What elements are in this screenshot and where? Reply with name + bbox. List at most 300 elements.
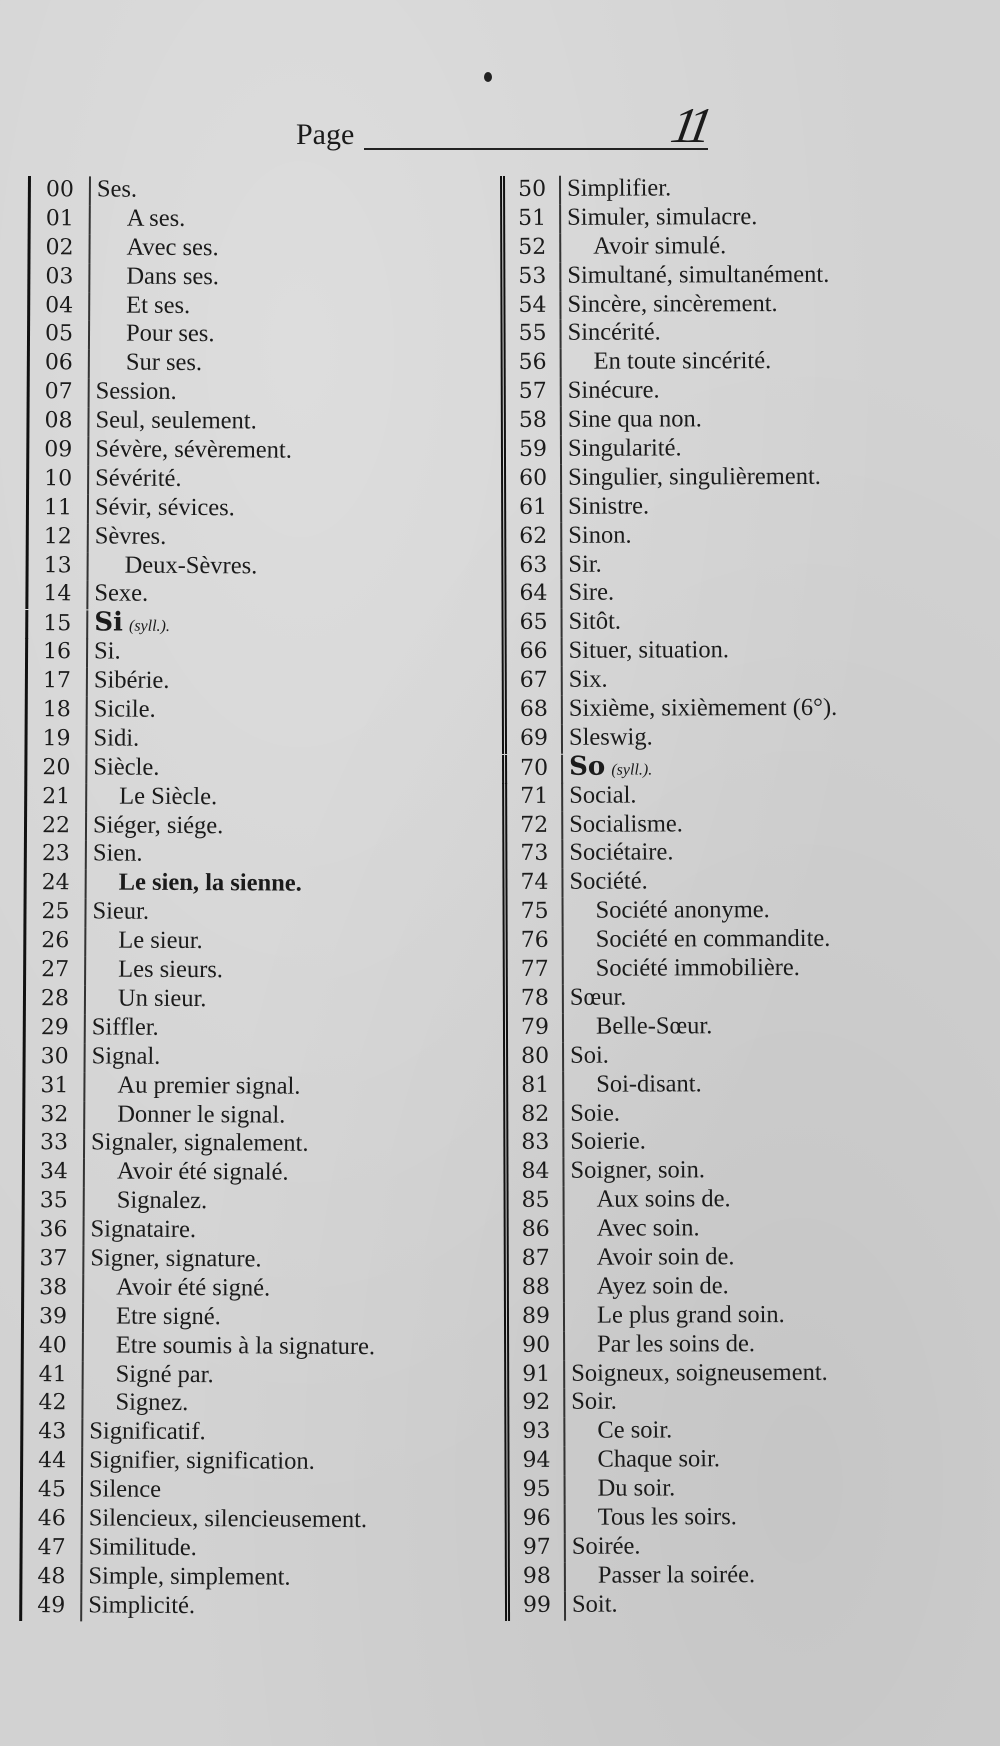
list-item [504,1185,934,1215]
entry-number: 07 [27,378,90,407]
entry-number: 32 [22,1100,85,1129]
entry-number: 36 [21,1216,84,1245]
entry-text: Signalez. [116,1186,208,1215]
entry-text: Le sieur. [118,926,203,955]
list-item [24,782,484,814]
entry-text: Sien. [92,839,143,868]
list-item [500,289,930,319]
entry-number: 21 [24,783,87,812]
list-item [502,809,932,839]
entry-number: 87 [504,1245,565,1274]
entry-text: Pour ses. [125,320,215,348]
entry-text: Signer, signature. [90,1244,262,1273]
list-item [502,694,932,724]
entry-number: 11 [26,494,89,523]
list-item [24,753,484,785]
entry-number: 70 [502,755,563,784]
entry-text: Socialisme. [569,809,683,838]
entry-number: 77 [503,956,564,985]
entry-text: Signé par. [115,1360,214,1388]
entry-number: 56 [501,349,562,378]
entry-number: 03 [27,263,90,292]
entry-text: Siéger, siége. [92,811,224,839]
list-item [19,1562,479,1594]
entry-number: 90 [504,1331,565,1360]
list-item [503,1127,933,1157]
entry-text: Sixième, sixièmement (6°). [568,693,838,722]
entry-text: Soit. [571,1590,618,1618]
entry-number: 19 [24,725,87,754]
entry-number: 78 [503,985,564,1014]
entry-number: 85 [504,1187,565,1216]
syllable-heading: Si [94,607,124,638]
list-item [25,637,485,669]
entry-number: 81 [503,1071,564,1100]
list-item [22,1071,482,1103]
list-item [504,1445,934,1475]
entry-number: 13 [26,552,89,581]
list-item [502,867,932,897]
entry-number: 37 [21,1245,84,1274]
list-item [20,1475,480,1507]
entry-number: 42 [20,1389,83,1418]
page-number: 11 [667,97,712,153]
entry-number: 66 [502,638,563,667]
entry-text: Silencieux, silencieusement. [88,1504,368,1534]
list-item [23,984,483,1016]
list-item [501,405,931,435]
entry-text: Sœur. [569,983,627,1011]
entry-text: Simplifier. [566,174,672,202]
list-item [21,1331,481,1363]
list-item [501,376,931,406]
list-item [503,954,933,984]
entry-text: Silence [88,1475,162,1503]
entry-text: Au premier signal. [117,1071,301,1100]
entry-number: 98 [505,1563,566,1592]
entry-text: Sire. [568,579,615,607]
entry-number: 29 [23,1014,86,1043]
entry-text: Seul, seulement. [95,406,257,435]
entry-text: Signataire. [90,1215,197,1244]
list-item [504,1358,934,1388]
list-item [503,1098,933,1128]
entry-text: Etre soumis à la signature. [115,1331,376,1360]
list-item [501,462,931,492]
entry-text: A ses. [126,204,186,232]
ink-dot [484,72,492,82]
entry-text: Simultané, simultanément. [567,260,830,289]
list-item [26,551,486,583]
entry-text: Sine qua non. [567,405,702,433]
entry-text: Donner le signal. [117,1100,286,1129]
entry-text: Sévérité. [95,464,182,492]
left-column [19,175,488,1622]
syllable-note: (syll.). [611,761,653,779]
entry-number: 43 [20,1418,83,1447]
entry-number: 67 [502,667,563,696]
list-item [20,1446,480,1478]
entry-number: 95 [505,1476,566,1505]
entry-text: Signifier, signification. [89,1446,315,1475]
list-item [21,1244,481,1276]
entry-text: Société. [569,867,648,896]
entry-text: Soi-disant. [596,1069,702,1098]
syllable-heading: So [569,751,606,782]
entry-text: En toute sincérité. [593,347,772,376]
list-item [23,955,483,987]
entry-number: 35 [22,1187,85,1216]
entry-number: 46 [20,1505,83,1534]
list-item [25,695,485,727]
entry-text: Sévir, sévices. [94,493,235,522]
entry-text: Deux-Sèvres. [124,551,258,579]
entry-number: 94 [504,1447,565,1476]
entry-number: 71 [502,782,563,811]
entry-number: 02 [27,234,90,263]
list-item [502,607,932,637]
list-item [503,1156,933,1186]
entry-text: Sitôt. [568,607,622,636]
entry-text: Soir. [571,1388,617,1416]
entry-text: Simuler, simulacre. [567,202,758,231]
entry-text: Chaque soir. [597,1445,721,1473]
entry-number: 08 [26,407,89,436]
entry-number: 86 [504,1216,565,1245]
list-item [26,406,486,438]
entry-text: Singularité. [567,434,682,462]
list-item [19,1591,479,1623]
entry-number: 53 [500,262,561,291]
entry-text: Ses. [96,175,138,203]
entry-number: 79 [503,1014,564,1043]
entry-text: Signez. [115,1388,189,1417]
entry-number: 18 [25,696,88,725]
entry-text: Soigner, soin. [570,1156,705,1185]
list-item [28,204,488,236]
entry-number: 57 [501,378,562,407]
entry-text: Société immobilière. [595,954,800,982]
entry-number: 40 [21,1332,84,1361]
list-item [23,1013,483,1045]
page-label: Page [296,118,355,151]
entry-number: 88 [504,1274,565,1303]
list-item [26,464,486,496]
entry-text: Sibérie. [93,666,170,695]
entry-number: 10 [26,465,89,494]
entry-text: Sinistre. [568,492,650,520]
entry-text: Situer, situation. [568,636,730,665]
list-item [502,838,932,868]
entry-number: 50 [500,176,561,205]
entry-number: 92 [504,1389,565,1418]
entry-text: Aux soins de. [596,1185,731,1213]
list-item [505,1502,935,1532]
list-item [24,839,484,871]
list-item [21,1359,481,1391]
entry-text: Société anonyme. [595,896,770,924]
entry-number: 83 [503,1129,564,1158]
entry-number: 23 [24,840,87,869]
list-item [501,520,931,550]
list-item [504,1387,934,1417]
entry-text: Sieur. [92,897,150,926]
list-item [504,1214,934,1244]
entry-number: 15 [25,610,88,639]
entry-number: 44 [20,1447,83,1476]
entry-number: 99 [505,1591,566,1620]
entry-text: Avec ses. [126,233,219,261]
list-item [28,175,488,207]
entry-text: Signaler, signalement. [91,1128,309,1158]
entry-text: Du soir. [597,1474,676,1502]
entry-number: 24 [24,869,87,898]
list-item [27,377,487,409]
entry-number: 00 [28,176,91,205]
entry-number: 06 [27,349,90,378]
entry-text: Société en commandite. [595,925,831,953]
entry-text: Un sieur. [117,984,207,1013]
entry-number: 22 [24,812,87,841]
list-item [501,347,931,377]
syllable-note: (syll.). [128,617,170,636]
entry-number: 89 [504,1303,565,1332]
list-item [25,608,485,640]
entry-text: Sinécure. [567,376,660,404]
entry-number: 34 [22,1158,85,1187]
entry-text: Similitude. [88,1533,197,1561]
entry-text: Singulier, singulièrement. [568,462,821,491]
entry-number: 45 [20,1476,83,1505]
list-item [25,579,485,611]
entry-number: 82 [503,1100,564,1129]
entry-number: 75 [503,898,564,927]
list-item [23,897,483,929]
entry-text: Sur ses. [125,348,203,377]
list-item [24,811,484,843]
entry-number: 65 [502,609,563,638]
entry-text: Ce soir. [597,1416,673,1444]
entry-number: 33 [22,1129,85,1158]
entry-text: Soie. [570,1099,621,1127]
list-item [502,751,932,781]
entry-text: Avoir été signalé. [116,1157,289,1186]
entry-text: Sociétaire. [569,838,674,867]
entry-text: Avec soin. [596,1214,700,1242]
list-item [502,665,932,695]
entry-text: Tous les soirs. [597,1503,737,1531]
list-item [501,434,931,464]
list-item [503,1040,933,1070]
list-item [505,1589,935,1619]
entry-text: Simple, simplement. [88,1562,291,1591]
entry-text: Sévère, sévèrement. [95,435,293,464]
entry-text: Sinon. [568,521,632,549]
right-column [500,173,935,1619]
entry-number: 91 [504,1360,565,1389]
entry-number: 48 [19,1563,82,1592]
entry-text: Dans ses. [126,262,220,290]
entry-number: 61 [501,494,562,523]
entry-number: 64 [501,580,562,609]
list-item [503,896,933,926]
entry-number: 68 [502,696,563,725]
list-item [24,724,484,756]
list-item [504,1271,934,1301]
entry-text: Sleswig. [568,723,653,751]
entry-text: Soierie. [570,1127,646,1156]
list-item [500,260,930,290]
entry-text: Six. [568,665,608,693]
list-item [24,868,484,900]
page-header [296,97,726,158]
list-item [504,1300,934,1330]
entry-number: 38 [21,1274,84,1303]
list-item [504,1242,934,1272]
list-item [500,231,930,261]
entry-number: 84 [503,1158,564,1187]
entry-text: Sidi. [93,724,140,752]
entry-text: Sir. [568,550,602,578]
entry-text: Par les soins de. [597,1329,756,1358]
list-item [500,173,930,203]
entry-text: Si. [94,637,121,665]
list-item [503,982,933,1012]
list-item [20,1388,480,1420]
list-item [21,1302,481,1334]
entry-number: 72 [502,811,563,840]
list-item [23,926,483,958]
entry-text: Etre signé. [115,1302,221,1330]
entry-number: 69 [502,725,563,754]
entry-text: Ayez soin de. [596,1272,729,1300]
list-item [505,1531,935,1561]
entry-text: Sicile. [93,695,156,723]
entry-number: 59 [501,436,562,465]
entry-text: Simplicité. [88,1591,196,1619]
list-item [501,491,931,521]
entry-number: 76 [503,927,564,956]
list-item [25,666,485,698]
entry-number: 31 [22,1072,85,1101]
list-item [20,1504,480,1536]
entry-number: 09 [26,436,89,465]
list-item [20,1533,480,1565]
entry-number: 54 [500,291,561,320]
entry-text: Avoir soin de. [596,1243,735,1271]
entry-number: 20 [24,754,87,783]
list-item [27,233,487,265]
list-item [26,522,486,554]
entry-number: 12 [26,523,89,552]
entry-number: 41 [21,1360,84,1389]
entry-number: 39 [21,1303,84,1332]
entry-number: 74 [502,869,563,898]
entry-number: 97 [505,1534,566,1563]
entry-number: 04 [27,292,90,321]
list-item [505,1474,935,1504]
entry-number: 14 [25,580,88,609]
entry-number: 63 [501,551,562,580]
entry-number: 26 [23,927,86,956]
list-item [502,780,932,810]
entry-number: 05 [27,320,90,349]
list-item [22,1186,482,1218]
list-item [27,262,487,294]
entry-number: 52 [500,234,561,263]
list-item [21,1273,481,1305]
entry-number: 49 [19,1592,82,1621]
entry-text: Social. [569,781,637,809]
list-item [26,435,486,467]
entry-text: Sincérité. [567,318,661,347]
list-item [20,1417,480,1449]
entry-text: Le Siècle. [119,782,218,810]
entry-text: Et ses. [126,291,191,319]
entry-number: 16 [25,638,88,667]
entry-text: Les sieurs. [118,955,224,984]
entry-number: 27 [23,956,86,985]
entry-number: 01 [28,205,91,234]
entry-number: 60 [501,465,562,494]
entry-number: 62 [501,522,562,551]
entry-number: 51 [500,205,561,234]
entry-number: 55 [501,320,562,349]
list-item [502,722,932,752]
entry-number: 93 [504,1418,565,1447]
entry-text: Soirée. [571,1532,641,1560]
entry-text: Sexe. [94,579,149,608]
list-item [504,1329,934,1359]
entry-text: Passer la soirée. [597,1560,756,1589]
entry-number: 96 [505,1505,566,1534]
entry-text: Belle-Sœur. [595,1012,713,1040]
entry-number: 17 [25,667,88,696]
list-item [503,1011,933,1041]
entry-text: Siffler. [91,1013,159,1041]
entry-text: Signal. [91,1042,161,1070]
entry-text: Avoir simulé. [593,231,727,260]
entry-number: 80 [503,1043,564,1072]
list-item [22,1099,482,1131]
entry-text: Soigneux, soigneusement. [571,1358,828,1387]
list-item [22,1128,482,1160]
list-item [502,636,932,666]
list-item [26,493,486,525]
list-item [503,925,933,955]
entry-text: Siècle. [93,753,160,781]
list-item [27,319,487,351]
entry-text: Le plus grand soin. [596,1300,785,1329]
page-rule [364,148,708,150]
entry-text: Significatif. [89,1417,206,1446]
list-item [23,1042,483,1074]
entry-text: Session. [95,377,177,406]
list-item [504,1416,934,1446]
entry-number: 47 [20,1534,83,1563]
list-item [501,578,931,608]
list-item [501,318,931,348]
entry-number: 28 [23,985,86,1014]
list-item [22,1157,482,1189]
entry-number: 30 [23,1043,86,1072]
entry-text: Sèvres. [94,522,167,550]
entry-number: 73 [502,840,563,869]
entry-text: Avoir été signé. [116,1273,271,1302]
list-item [503,1069,933,1099]
list-item [505,1560,935,1590]
list-item [27,348,487,380]
